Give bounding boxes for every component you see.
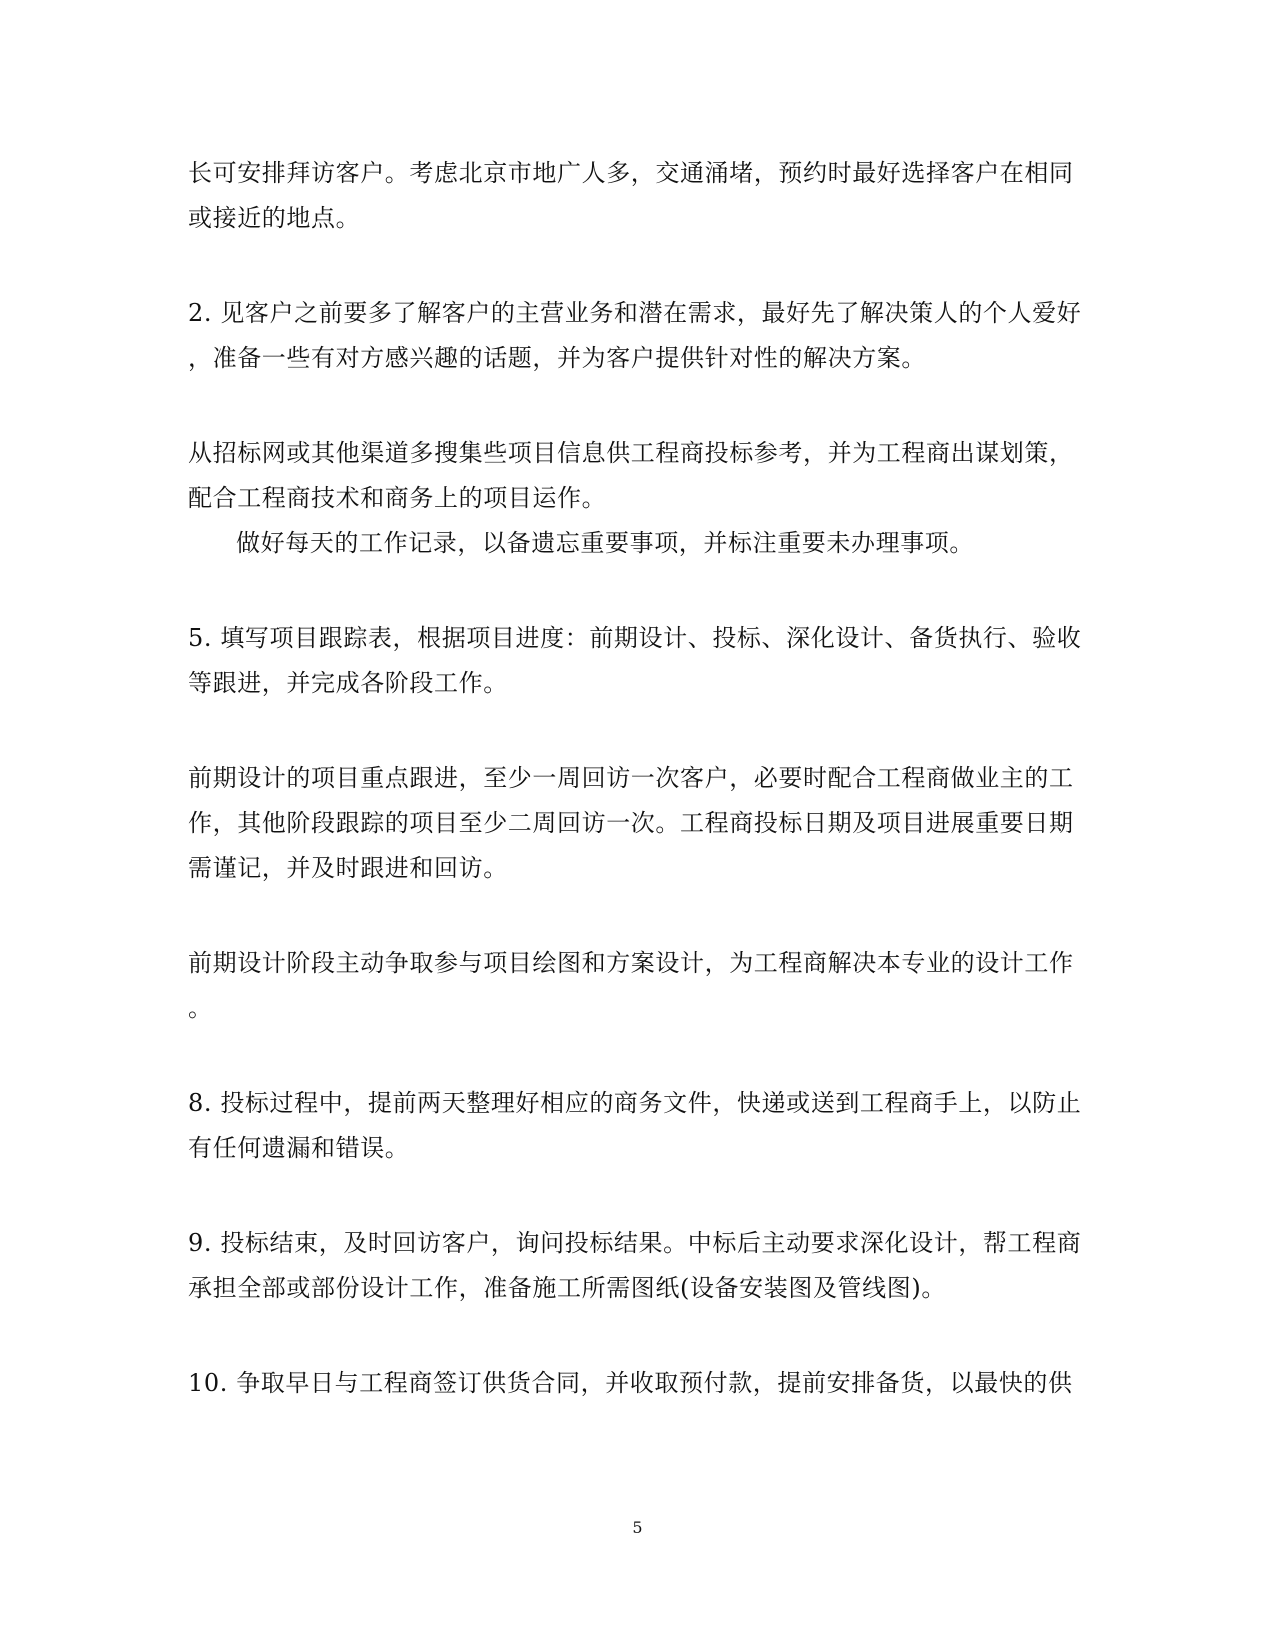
- text-line: 有任何遗漏和错误。: [188, 1134, 410, 1162]
- text-line: 8. 投标过程中，提前两天整理好相应的商务文件，快递或送到工程商手上，以防止: [188, 1089, 1082, 1117]
- text-line: 做好每天的工作记录，以备遗忘重要事项，并标注重要未办理事项。: [236, 529, 974, 557]
- text-line: 前期设计的项目重点跟进，至少一周回访一次客户，必要时配合工程商做业主的工: [188, 764, 1074, 792]
- text-line: 从招标网或其他渠道多搜集些项目信息供工程商投标参考，并为工程商出谋划策，: [188, 439, 1074, 467]
- text-line: 。: [188, 994, 213, 1022]
- text-line: 5. 填写项目跟踪表，根据项目进度：前期设计、投标、深化设计、备货执行、验收: [188, 624, 1082, 652]
- text-line: 长可安排拜访客户。考虑北京市地广人多，交通涌堵，预约时最好选择客户在相同: [188, 159, 1074, 187]
- text-line: 10. 争取早日与工程商签订供货合同，并收取预付款，提前安排备货，以最快的供: [188, 1369, 1073, 1397]
- text-line: 承担全部或部份设计工作，准备施工所需图纸(设备安装图及管线图)。: [188, 1274, 946, 1302]
- text-line: 前期设计阶段主动争取参与项目绘图和方案设计，为工程商解决本专业的设计工作: [188, 949, 1074, 977]
- page-number: 5: [632, 1518, 643, 1537]
- text-line: 9. 投标结束，及时回访客户，询问投标结果。中标后主动要求深化设计，帮工程商: [188, 1229, 1082, 1257]
- text-line: 作，其他阶段跟踪的项目至少二周回访一次。工程商投标日期及项目进展重要日期: [188, 809, 1074, 837]
- text-line: 2. 见客户之前要多了解客户的主营业务和潜在需求，最好先了解决策人的个人爱好: [188, 299, 1082, 327]
- text-line: 配合工程商技术和商务上的项目运作。: [188, 484, 607, 512]
- text-line: 或接近的地点。: [188, 204, 361, 232]
- text-line: 需谨记，并及时跟进和回访。: [188, 854, 508, 882]
- text-line: ，准备一些有对方感兴趣的话题，并为客户提供针对性的解决方案。: [188, 344, 926, 372]
- text-line: 等跟进，并完成各阶段工作。: [188, 669, 508, 697]
